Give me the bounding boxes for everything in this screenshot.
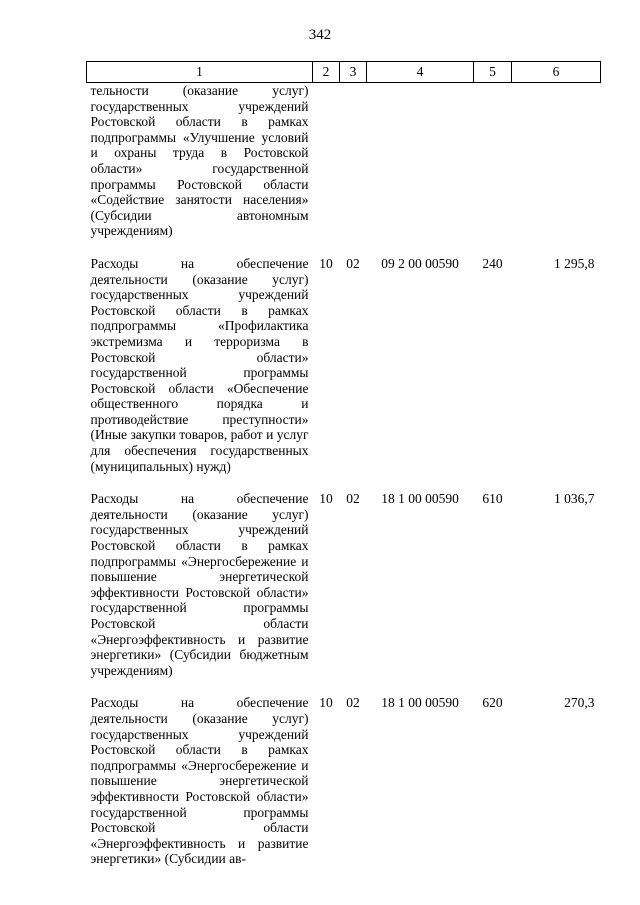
row-pr bbox=[340, 83, 367, 248]
row-csr: 18 1 00 00590 bbox=[381, 695, 459, 711]
table-row bbox=[87, 83, 601, 248]
row-pr: 02 bbox=[346, 255, 360, 271]
row-pr: 02 bbox=[346, 491, 360, 507]
row-vr: 240 bbox=[482, 255, 503, 271]
row-amount: 270,3 bbox=[564, 695, 595, 711]
row-description: Расходы на обеспечение деятельности (оказание услуг) государственных учреждений Ростовской области в рамках подпрограммы «Энергосбережение и повышение энергетической эффективности Ростовской области» государственной программы Ростовской области «Энергоэффективность и развитие энергетики» (Субсидии ав- bbox=[90, 695, 309, 867]
header-col-2: 2 bbox=[313, 62, 340, 83]
row-pr: 02 bbox=[346, 695, 360, 711]
row-vr bbox=[474, 83, 512, 248]
row-rz: 10 bbox=[319, 695, 333, 711]
table-row bbox=[87, 687, 601, 876]
row-rz: 10 bbox=[319, 491, 333, 507]
row-vr: 610 bbox=[482, 491, 503, 507]
row-vr: 620 bbox=[482, 695, 503, 711]
header-col-5: 5 bbox=[474, 62, 512, 83]
row-rz bbox=[313, 83, 340, 248]
row-description: тельности (оказание услуг) государственных учреждений Ростовской области в рамках подпрограммы «Улучшение условий и охраны труда в Ростовской области» государственной программы Ростовской области «Содействие занятости населения» (Субсидии автономным учреждениям) bbox=[90, 83, 309, 239]
row-amount: 1 295,8 bbox=[554, 255, 595, 271]
row-csr: 09 2 00 00590 bbox=[381, 255, 459, 271]
row-csr: 18 1 00 00590 bbox=[381, 491, 459, 507]
row-rz: 10 bbox=[319, 255, 333, 271]
budget-table bbox=[86, 61, 601, 876]
table-row bbox=[87, 483, 601, 687]
row-amount: 1 036,7 bbox=[554, 491, 595, 507]
row-csr bbox=[367, 83, 474, 248]
row-description: Расходы на обеспечение деятельности (оказание услуг) государственных учреждений Ростовской области в рамках подпрограммы «Энергосбережение и повышение энергетической эффективности Ростовской области» государственной программы Ростовской области «Энергоэффективность и развитие энергетики» (Субсидии бюджетным учреждениям) bbox=[90, 491, 309, 678]
header-col-1: 1 bbox=[87, 62, 313, 83]
row-description: Расходы на обеспечение деятельности (оказание услуг) государственных учреждений Ростовской области в рамках подпрограммы «Профилактика экстремизма и терроризма в Ростовской области» государственной программы Ростовской области «Обеспечение общественного порядка и противодействие преступности» (Иные закупки товаров, работ и услуг для обеспечения государственных (муниципальных) нужд) bbox=[90, 255, 309, 474]
header-col-6: 6 bbox=[512, 62, 601, 83]
header-col-3: 3 bbox=[340, 62, 367, 83]
header-col-4: 4 bbox=[367, 62, 474, 83]
table-row bbox=[87, 248, 601, 483]
table-header-row bbox=[87, 62, 601, 83]
page-number: 342 bbox=[308, 27, 332, 43]
row-amount bbox=[512, 83, 601, 248]
